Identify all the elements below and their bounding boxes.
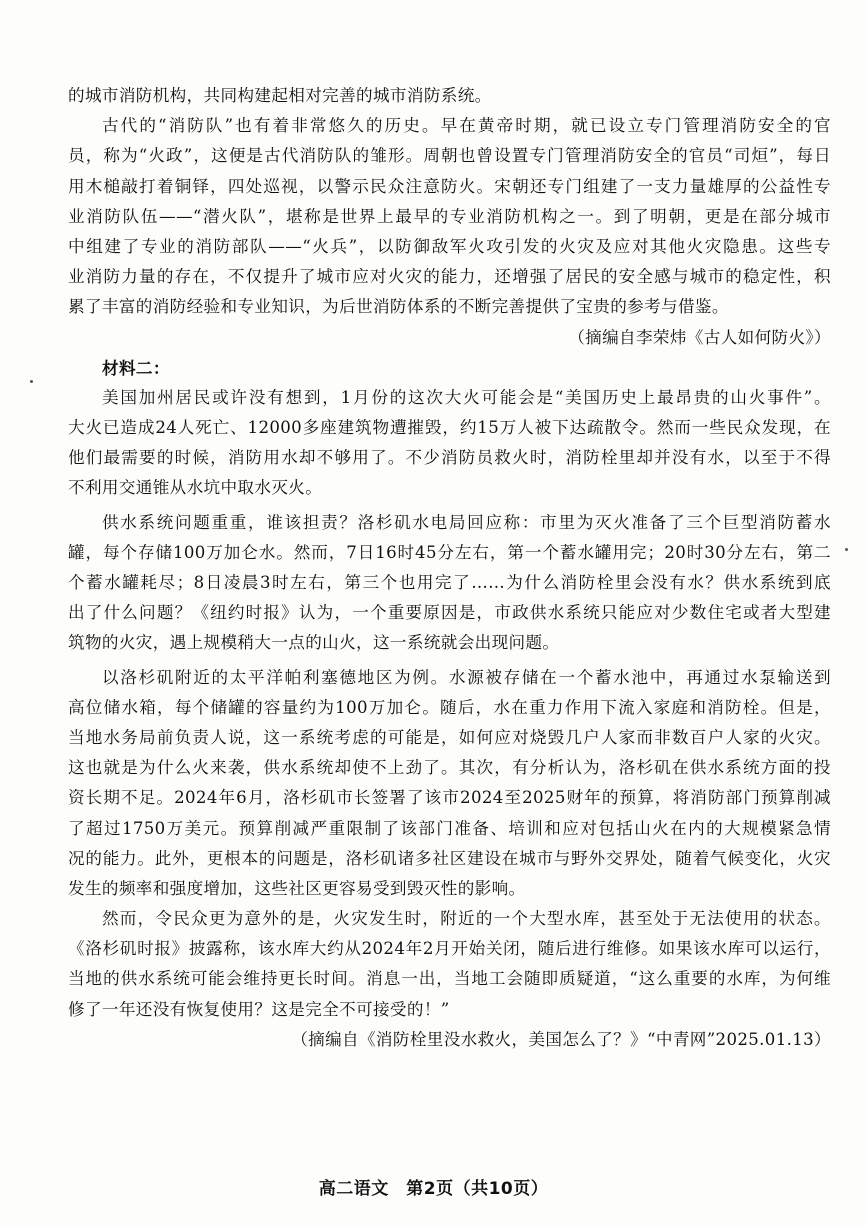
text-line: 出了什么问题？《纽约时报》认为，一个重要原因是，市政供水系统只能应对少数住宅或者大型建 xyxy=(68,603,831,623)
page-footer: 高二语文 第2页（共10页） xyxy=(318,1179,549,1199)
text-line: 他们最需要的时候，消防用水却不够用了。不少消防员救火时，消防栓里却并没有水，以至于不得 xyxy=(68,448,831,468)
text-line: 用木槌敲打着铜铎，四处巡视，以警示民众注意防火。宋朝还专门组建了一支力量雄厚的公益性专 xyxy=(68,176,831,196)
text-line: 资长期不足。2024年6月，洛杉矶市长签署了该市2024至2025财年的预算，将消防部门预算削减 xyxy=(68,788,831,808)
text-line: 以洛杉矶附近的太平洋帕利塞德地区为例。水源被存储在一个蓄水池中，再通过水泵输送到 xyxy=(102,667,831,687)
text-line: 员，称为“火政”，这便是古代消防队的雏形。周朝也曾设置专门管理消防安全的官员“司烜”，每日 xyxy=(68,146,831,166)
text-line: 罐，每个存储100万加仑水。然而，7日16时45分左右，第一个蓄水罐用完；20时30分左右，第二 xyxy=(68,542,831,562)
text-line: 当地的供水系统可能会维持更长时间。消息一出，当地工会随即质疑道，“这么重要的水库，为何维 xyxy=(68,969,831,989)
text-line: 这也就是为什么火来袭，供水系统却使不上劲了。其次，有分析认为，洛杉矶在供水系统方面的投 xyxy=(68,758,831,778)
paragraph-palisades xyxy=(68,668,831,899)
paragraph-water-system-blame xyxy=(68,513,831,654)
text-line: 然而，令民众更为意外的是，火灾发生时，附近的一个大型水库，甚至处于无法使用的状态。 xyxy=(102,909,831,929)
material-heading: 材料二： xyxy=(102,357,170,378)
text-line: 发生的频率和强度增加，这些社区更容易受到毁灭性的影响。 xyxy=(68,878,526,898)
text-line: 个蓄水罐耗尽；8日凌晨3时左右，第三个也用完了……为什么消防栓里会没有水？供水系统到底 xyxy=(68,573,831,592)
text-line: 筑物的火灾，遇上规模稍大一点的山火，这一系统就会出现问题。 xyxy=(68,633,560,653)
text-line: 业消防队伍——“潜火队”，堪称是世界上最早的专业消防机构之一。到了明朝，更是在部分城市 xyxy=(68,206,831,226)
text-line: 了超过1750万美元。预算削减严重限制了该部门准备、培训和应对包括山火在内的大规模紧急情 xyxy=(68,818,831,838)
reading-passage xyxy=(68,86,831,1060)
text-line: 《洛杉矶时报》披露称，该水库大约从2024年2月开始关闭，随后进行维修。如果该水库可以运行， xyxy=(68,939,831,959)
text-line: 的城市消防机构，共同构建起相对完善的城市消防系统。 xyxy=(68,86,492,105)
text-line: 美国加州居民或许没有想到，1月份的这次大火可能会是“美国历史上最昂贵的山火事件”。 xyxy=(102,387,831,407)
text-line: 不利用交通锥从水坑中取水灭火。 xyxy=(68,478,323,498)
text-line: 当地水务局前负责人说，这一系统考虑的可能是，如何应对烧毁几户人家而非数百户人家的火灾。 xyxy=(68,727,831,747)
paragraph-continuation xyxy=(68,86,831,106)
text-line: 中组建了专业的消防部队——“火兵”，以防御敌军火攻引发的火灾及应对其他火灾隐患。这些专 xyxy=(68,236,831,256)
paragraph-la-fire xyxy=(68,388,831,499)
scan-speck xyxy=(30,380,33,383)
source-citation: （摘编自《消防栓里没水救火，美国怎么了？》“中青网”2025.01.13） xyxy=(291,1029,831,1049)
paragraph-reservoir xyxy=(68,909,831,1020)
text-line: 大火已造成24人死亡、12000多座建筑物遭摧毁，约15万人被下达疏散令。然而一些民众发现，在 xyxy=(68,418,831,438)
text-line: 古代的“消防队”也有着非常悠久的历史。早在黄帝时期，就已设立专门管理消防安全的官 xyxy=(102,116,831,136)
text-line: 累了丰富的消防经验和专业知识，为后世消防体系的不断完善提供了宝贵的参考与借鉴。 xyxy=(68,297,729,317)
text-line: 业消防力量的存在，不仅提升了城市应对火灾的能力，还增强了居民的安全感与城市的稳定性，积 xyxy=(68,267,831,287)
paragraph-ancient-fire-brigades xyxy=(68,116,831,317)
scan-speck xyxy=(845,548,848,551)
text-line: 修了一年还没有恢复使用？这是完全不可接受的！” xyxy=(68,999,450,1019)
text-line: 况的能力。此外，更根本的问题是，洛杉矶诸多社区建设在城市与野外交界处，随着气候变化，火灾 xyxy=(68,848,831,868)
source-citation: （摘编自李荣炜《古人如何防火》） xyxy=(568,327,831,347)
text-line: 高位储水箱，每个储罐的容量约为100万加仑。随后，水在重力作用下流入家庭和消防栓。但是， xyxy=(68,697,831,717)
text-line: 供水系统问题重重，谁该担责？洛杉矶水电局回应称：市里为灭火准备了三个巨型消防蓄水 xyxy=(102,512,831,532)
